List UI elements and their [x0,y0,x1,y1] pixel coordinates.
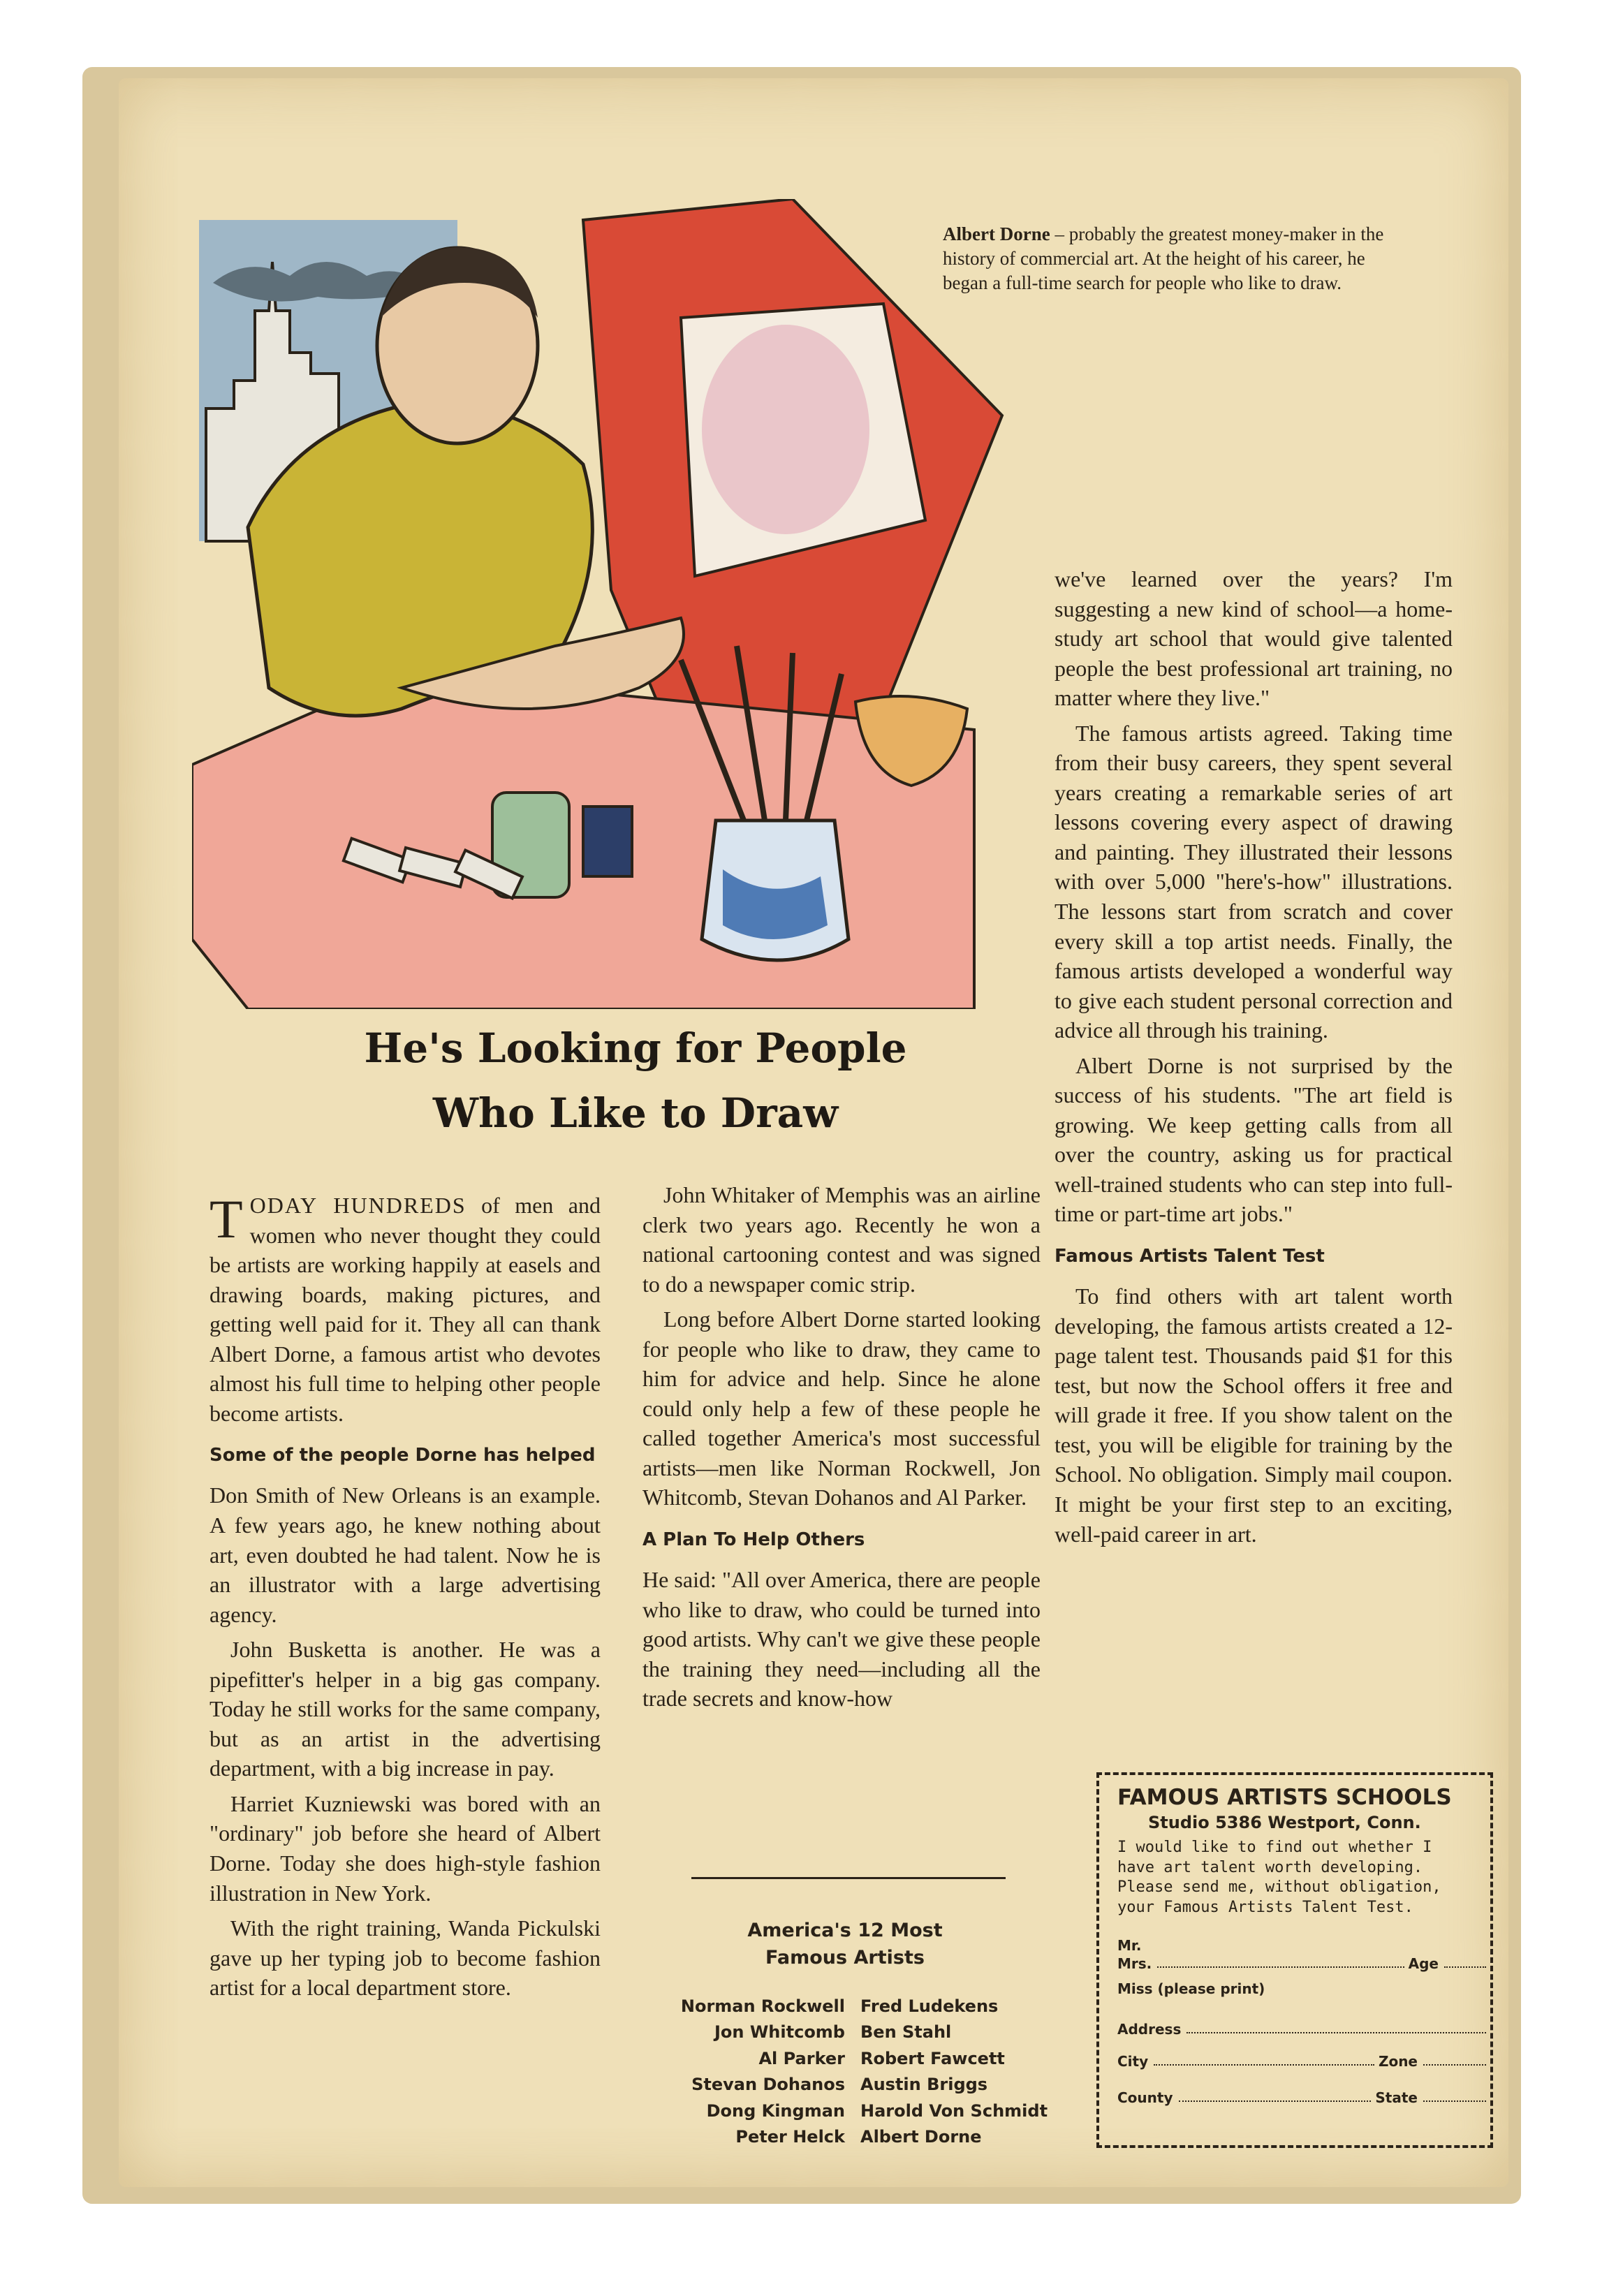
artists-list [642,1994,1075,2151]
subhead-plan: A Plan To Help Others [642,1529,865,1551]
artist-name: Robert Fawcett [860,2048,1005,2068]
column-1 [210,1191,601,2008]
miss-label: Miss (please print) [1117,1980,1265,1998]
artists-list-title [649,1917,1041,1971]
miss-field[interactable] [1117,1972,1490,1997]
subhead-talent-test: Famous Artists Talent Test [1055,1246,1325,1267]
county-state-field[interactable] [1117,2070,1490,2106]
caption-text: – probably the greatest money-maker in the history of commercial art. At the height of his career, he began a full-time search for people who like to draw. [943,223,1384,294]
state-label: State [1375,2089,1418,2107]
paragraph: John Busketta is another. He was a pipefitter's helper in a big gas company. Today he still works for the same company, but as an artist in the advertising department, with a big increase in pay. [210,1637,601,1781]
artist-name: Jon Whitcomb [714,2022,845,2043]
column-3 [1055,564,1453,1554]
address-label: Address [1117,2021,1182,2038]
fill-line [1423,2100,1486,2102]
figure-sketch [702,325,869,534]
paragraph: The famous artists agreed. Taking time from their busy careers, they spent several years creating a remarkable series of art lessons covering every aspect of drawing and painting. They illustrated their lessons with over 5,000 "here's-how" illustrations. The lessons start from scratch and cover every skill a top artist needs. Finally, the famous artists developed a wonderful way to give each student personal correction and advice all through his training. [1055,720,1453,1043]
artist-name: Harold Von Schmidt [860,2100,1048,2121]
artist-name: Peter Helck [735,2127,845,2147]
fill-line [1157,1966,1404,1968]
zone-label: Zone [1378,2053,1418,2070]
artist-name: Ben Stahl [860,2022,952,2043]
illustration-caption [943,222,1397,295]
drop-cap: T [210,1189,243,1249]
coupon-title: FAMOUS ARTISTS SCHOOLS [1117,1785,1452,1810]
mail-coupon[interactable] [1096,1772,1493,2148]
fill-line [1186,2032,1486,2033]
artist-name: Austin Briggs [860,2075,988,2095]
artists-row [642,2046,1075,2072]
column-2 [642,1180,1041,1719]
subhead-people-helped: Some of the people Dorne has helped [210,1445,596,1466]
paragraph: To find others with art talent worth developing, the famous artists created a 12-page talent test. Thousands paid $1 for this test, but now the School offers it free and will grade it free. If you show talent on the test, you will be eligible for training by the School. No obligation. Simply mail coupon. It might be your first step to an exciting, well-paid career in art. [1055,1283,1453,1547]
artists-row [642,1994,1075,2019]
paragraph: we've learned over the years? I'm suggesting a new kind of school—a home-study art school that would give talented people the best professional art training, no matter where they live." [1055,566,1453,711]
mrs-age-field[interactable] [1117,1954,1490,1972]
headline-line-1: He's Looking for People [364,1024,907,1072]
address-field[interactable] [1117,1997,1490,2038]
city-zone-field[interactable] [1117,2038,1490,2070]
headline-line-2: Who Like to Draw [432,1089,839,1137]
intro-lead: ODAY HUNDREDS [249,1193,466,1218]
artist-name: Fred Ludekens [860,1996,999,2016]
intro-text: of men and women who never thought they could be artists are working happily at easels and drawing boards, making pictures, and getting well paid for it. They all can thank Albert Dorne, a famous artist who devotes almost his full time to helping other people become artists. [210,1193,601,1426]
paragraph: Long before Albert Dorne started looking for people who like to draw, they came to him for advice and help. Since he alone could only help a few of these people he called together America's most successful artists—men like Norman Rockwell, Jon Whitcomb, Stevan Dohanos and Al Parker. [642,1307,1041,1510]
paragraph: John Whitaker of Memphis was an airline clerk two years ago. Recently he won a national cartooning contest and was signed to do a newspaper comic strip. [642,1182,1041,1297]
paragraph: Harriet Kuzniewski was bored with an "ordinary" job before she heard of Albert Dorne. Today she does high-style fashion illustration in New York. [210,1790,601,1906]
paragraph: He said: "All over America, there are people who like to draw, who could be turned into good artists. Why can't we give these people the training they need—including all the trade secrets and know-how [642,1567,1041,1712]
artist-name: Norman Rockwell [680,1996,845,2016]
age-label: Age [1408,1955,1439,1973]
artist-illustration [192,199,1009,1009]
paragraph: With the right training, Wanda Pickulski gave up her typing job to become fashion artist for a local department store. [210,1915,601,2001]
artist-name: Al Parker [758,2048,845,2068]
artists-row [642,2124,1075,2150]
paragraph: Don Smith of New Orleans is an example. A few years ago, he knew nothing about art, even doubted he had talent. Now he is an illustrator with a large advertising agency. [210,1482,601,1627]
artist-name: Albert Dorne [860,2127,982,2147]
divider-rule [691,1877,1006,1879]
artist-name: Stevan Dohanos [691,2075,845,2095]
artists-row [642,2098,1075,2124]
ink-bottle [583,807,632,876]
fill-line [1444,1966,1486,1968]
artists-list-title-line-2: Famous Artists [765,1947,925,1969]
artist-name: Dong Kingman [706,2100,845,2121]
mr-label: Mr. [1117,1937,1142,1955]
headline [210,1016,1061,1146]
county-label: County [1117,2089,1173,2107]
coupon-studio: Studio 5386 Westport, Conn. [1148,1813,1421,1832]
caption-name: Albert Dorne [943,223,1050,244]
fill-line [1423,2064,1486,2066]
fill-line [1179,2100,1372,2102]
artists-row [642,2072,1075,2098]
artists-list-title-line-1: America's 12 Most [747,1920,943,1941]
coupon-body: I would like to find out whether I have art talent worth developing. Please send me, without obligation, your Famous Artists Talent Test. [1117,1839,1441,1916]
intro-paragraph [210,1191,601,1428]
mrs-label: Mrs. [1117,1955,1152,1973]
paragraph: Albert Dorne is not surprised by the success of his students. "The art field is growing. We keep getting calls from all over the country, asking us for practical well-trained students who can step into full-time or part-time art jobs." [1055,1052,1453,1227]
mr-field[interactable] [1117,1929,1490,1954]
fill-line [1154,2064,1374,2066]
city-label: City [1117,2053,1149,2070]
artists-row [642,2019,1075,2045]
